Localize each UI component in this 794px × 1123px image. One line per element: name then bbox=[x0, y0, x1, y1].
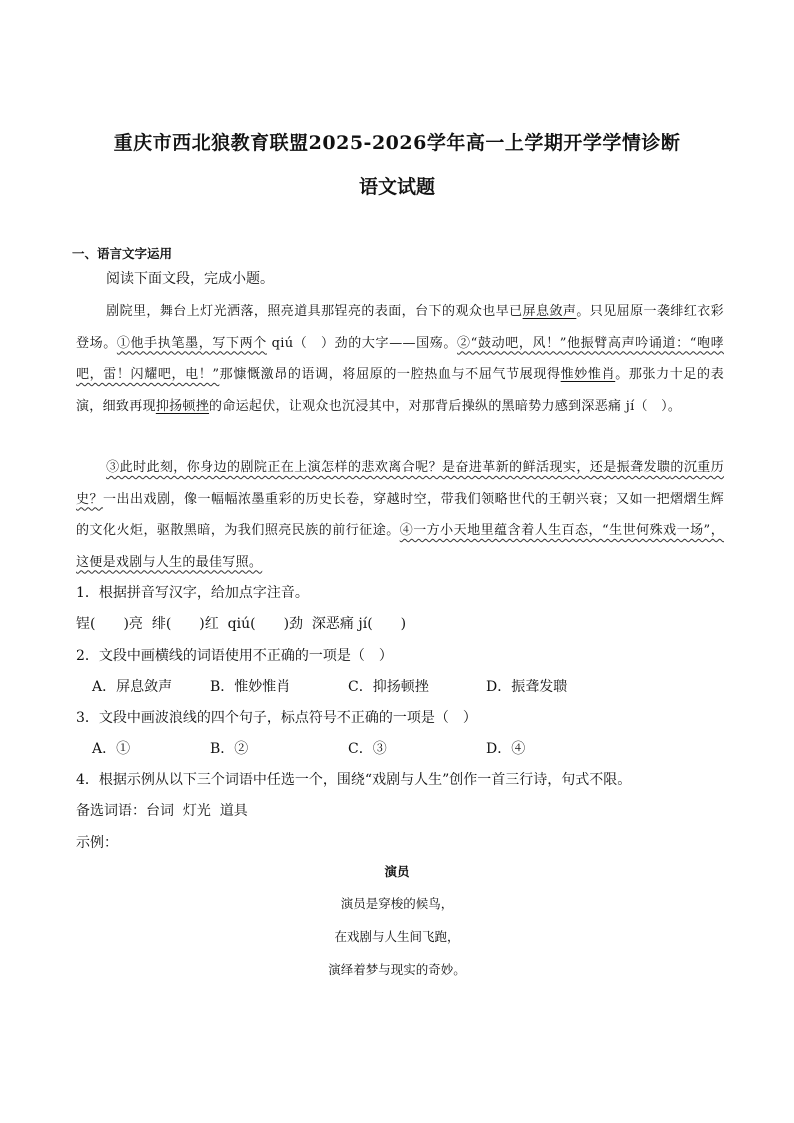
question-1-blanks: 锃( )亮 绯( )红 qiú( )劲 深恶痛 jí( ) bbox=[76, 616, 407, 632]
document-subtitle: 语文试题 bbox=[358, 176, 435, 198]
q3-option-b: B．② bbox=[210, 741, 249, 757]
passage-paragraph-2 bbox=[76, 452, 724, 578]
underlined-phrase-d: 振聋发聩 bbox=[616, 460, 671, 475]
question-4-word-choices: 备选词语：台词 灯光 道具 bbox=[76, 803, 248, 819]
p1-text-d: 。那张力十足的表演，细致再现 bbox=[76, 367, 724, 414]
poem-line-3: 演绎着梦与现实的奇妙。 bbox=[328, 962, 466, 977]
p1-text-c: 那慷慨激昂的语调，将屈原的一腔热血与不屈气节展现得 bbox=[219, 367, 561, 382]
poem-line-2: 在戏剧与人生间飞跑， bbox=[334, 929, 460, 944]
wavy-sentence-4: ④一方小天地里蕴含着人生百态，“生世何殊戏一场”，这便是戏剧与人生的最佳写照。 bbox=[76, 523, 724, 570]
wavy-sentence-3-end: 的沉重历史？ bbox=[76, 460, 725, 507]
reading-instruction: 阅读下面文段，完成小题。 bbox=[106, 271, 274, 287]
question-2: 2．文段中画横线的词语使用不正确的一项是（ ） bbox=[76, 648, 393, 664]
section-heading: 一、语言文字运用 bbox=[72, 246, 173, 261]
p1-text-w1b: qiú（ ）劲的大字——国殇。 bbox=[266, 335, 458, 351]
question-4-example-label: 示例： bbox=[76, 835, 118, 851]
underlined-phrase-c: 抑扬顿挫 bbox=[155, 398, 210, 414]
document-title: 重庆市西北狼教育联盟2025-2026学年高一上学期开学学情诊断 bbox=[113, 132, 681, 154]
poem-title: 演员 bbox=[384, 864, 410, 879]
wavy-sentence-2: ②“鼓动吧，风！”他振臂高声吟诵道：“咆哮吧，雷！闪耀吧，电！” bbox=[76, 335, 724, 382]
wavy-sentence-3: ③此时此刻，你身边的剧院正在上演怎样的悲欢离合呢？是奋进革新的鲜活现实，还是 bbox=[106, 460, 617, 475]
question-1: 1．根据拼音写汉字，给加点字注音。 bbox=[76, 585, 309, 601]
q2-option-c: C．抑扬顿挫 bbox=[348, 679, 429, 695]
poem-line-1: 演员是穿梭的候鸟， bbox=[340, 896, 454, 911]
underlined-phrase-a: 屏息敛声 bbox=[522, 304, 577, 319]
wavy-sentence-1: ①他手执笔墨，写下两个 bbox=[116, 335, 267, 351]
p1-text-b: 。只见屈原一袭绯红衣彩登场。 bbox=[76, 304, 724, 351]
q3-option-a: A．① bbox=[92, 741, 131, 757]
p2-text-a: 一出出戏剧，像一幅幅浓墨重彩的历史长卷，穿越时空，带我们领略世代的王朝兴衰；又如一把熠熠生辉的文化火炬，驱散黑暗，为我们照亮民族的前行征途。 bbox=[76, 491, 724, 538]
p1-text-a: 剧院里，舞台上灯光洒落，照亮道具那锃亮的表面，台下的观众也早已 bbox=[106, 304, 523, 319]
q3-option-d: D．④ bbox=[486, 741, 526, 757]
q3-option-c: C．③ bbox=[348, 741, 387, 757]
q2-option-d: D．振聋发聩 bbox=[486, 679, 568, 695]
passage-paragraph-1 bbox=[76, 296, 724, 422]
q2-option-a: A．屏息敛声 bbox=[92, 679, 173, 695]
question-4: 4．根据示例从以下三个词语中任选一个，围绕“戏剧与人生”创作一首三行诗，句式不限。 bbox=[76, 772, 632, 788]
q2-option-b: B．惟妙惟肖 bbox=[210, 679, 291, 695]
p1-text-e: 的命运起伏，让观众也沉浸其中，对那背后操纵的黑暗势力感到深恶痛 jí（ ）。 bbox=[209, 398, 682, 414]
question-3: 3．文段中画波浪线的四个句子，标点符号不正确的一项是（ ） bbox=[76, 710, 477, 726]
underlined-phrase-b: 惟妙惟肖 bbox=[560, 367, 616, 382]
